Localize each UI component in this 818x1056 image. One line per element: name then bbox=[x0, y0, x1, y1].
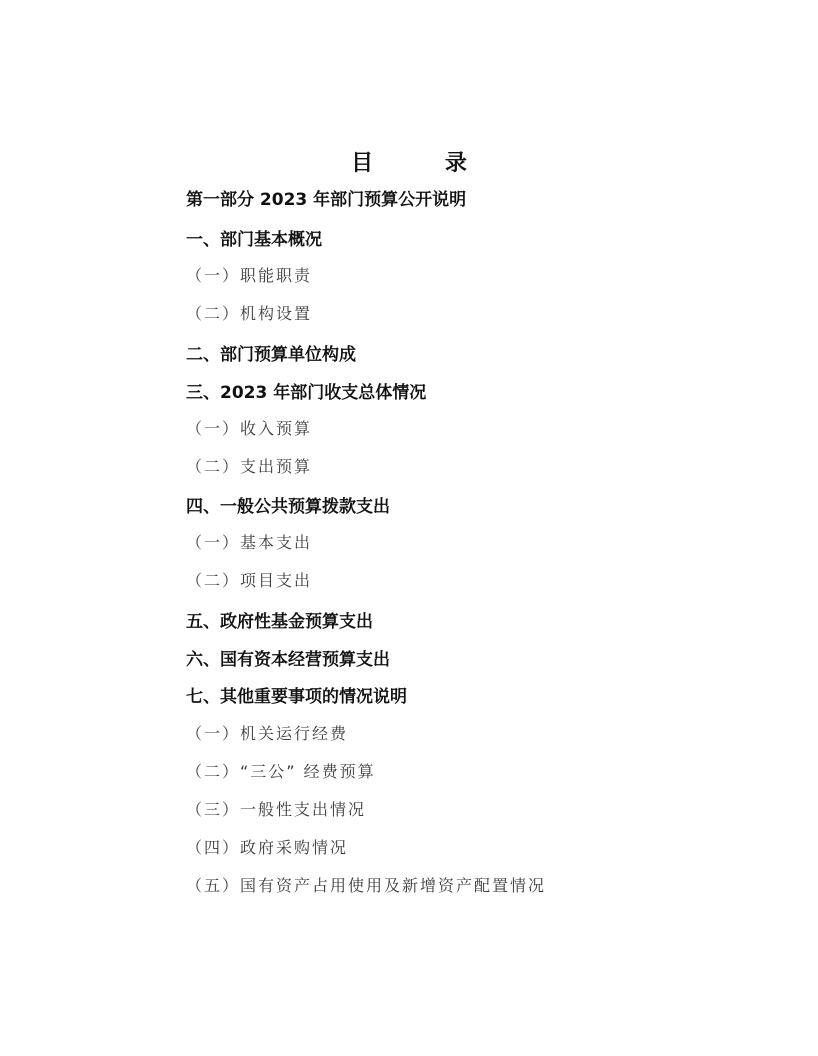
toc-subsection: （二）支出预算 bbox=[186, 457, 313, 476]
toc-section-4: 四、一般公共预算拨款支出 bbox=[186, 497, 390, 517]
toc-subsection: （二）“三公” 经费预算 bbox=[186, 762, 376, 781]
toc-section-7: 七、其他重要事项的情况说明 bbox=[186, 687, 407, 707]
toc-section-6: 六、国有资本经营预算支出 bbox=[186, 650, 390, 670]
toc-subsection: （一）基本支出 bbox=[186, 533, 313, 552]
toc-section-1: 一、部门基本概况 bbox=[186, 230, 322, 250]
toc-section-5: 五、政府性基金预算支出 bbox=[186, 612, 373, 632]
toc-section-2: 二、部门预算单位构成 bbox=[186, 345, 356, 365]
toc-subsection: （四）政府采购情况 bbox=[186, 838, 349, 857]
toc-part-heading: 第一部分 2023 年部门预算公开说明 bbox=[186, 190, 467, 210]
toc-subsection: （五）国有资产占用使用及新增资产配置情况 bbox=[186, 876, 547, 895]
toc-subsection: （一）职能职责 bbox=[186, 266, 313, 285]
toc-section-3: 三、2023 年部门收支总体情况 bbox=[186, 383, 427, 403]
page-title: 目 录 bbox=[351, 151, 499, 176]
toc-subsection: （二）机构设置 bbox=[186, 304, 313, 323]
toc-subsection: （一）机关运行经费 bbox=[186, 724, 349, 743]
toc-subsection: （二）项目支出 bbox=[186, 571, 313, 590]
toc-subsection: （一）收入预算 bbox=[186, 419, 313, 438]
toc-subsection: （三）一般性支出情况 bbox=[186, 800, 367, 819]
